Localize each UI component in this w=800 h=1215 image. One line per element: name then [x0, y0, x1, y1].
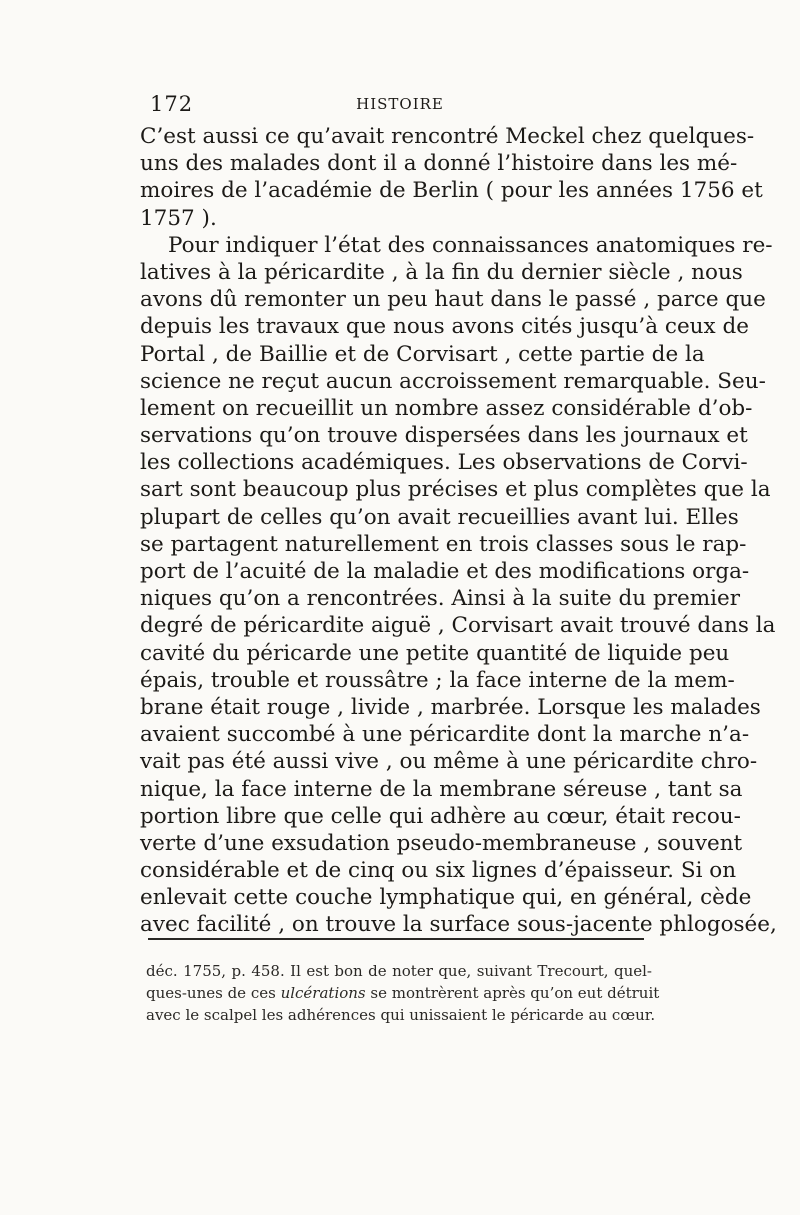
- text-line: brane était rouge , livide , marbrée. Lorsque les malades: [140, 694, 761, 720]
- footnote-text: ques-unes de ces: [146, 984, 281, 1002]
- footnote-line: déc. 1755, p. 458. Il est bon de noter que, suivant Trecourt, quel-: [146, 962, 652, 980]
- text-line: nique, la face interne de la membrane séreuse , tant sa: [140, 776, 743, 802]
- text-line: science ne reçut aucun accroissement remarquable. Seu-: [140, 368, 766, 394]
- text-line: verte d’une exsudation pseudo-membraneuse , souvent: [140, 830, 743, 856]
- text-line: épais, trouble et roussâtre ; la face interne de la mem-: [140, 667, 735, 693]
- footnote: [146, 960, 660, 1026]
- text-line: considérable et de cinq ou six lignes d’épaisseur. Si on: [140, 858, 737, 884]
- footnote-text: se montrèrent après qu’on eut détruit: [365, 984, 660, 1002]
- text-line: C’est aussi ce qu’avait rencontré Meckel chez quelques-: [140, 124, 755, 149]
- footnote-emphasis: ulcérations: [280, 984, 366, 1002]
- text-line: lement on recueillit un nombre assez considérable d’ob-: [140, 395, 753, 421]
- text-line: enlevait cette couche lymphatique qui, en général, cède: [140, 885, 752, 911]
- text-line: les collections académiques. Les observations de Corvi-: [140, 450, 748, 476]
- footnote-line: avec le scalpel les adhérences qui unissaient le péricarde au cœur.: [146, 1006, 656, 1024]
- footnote-line: [146, 982, 660, 1004]
- text-line: 1757 ).: [140, 205, 217, 231]
- text-line: niques qu’on a rencontrées. Ainsi à la suite du premier: [140, 586, 740, 612]
- page-header: [150, 92, 650, 122]
- text-line: avons dû remonter un peu haut dans le passé , parce que: [140, 287, 766, 313]
- body-text: [140, 123, 777, 939]
- text-line: latives à la péricardite , à la fin du dernier siècle , nous: [140, 259, 743, 285]
- text-line: uns des malades dont il a donné l’histoire dans les mé-: [140, 151, 738, 177]
- text-line: portion libre que celle qui adhère au cœur, était recou-: [140, 803, 741, 829]
- text-line: avec facilité , on trouve la surface sous-jacente phlogosée,: [140, 912, 777, 938]
- text-line: port de l’acuité de la maladie et des modifications orga-: [140, 559, 750, 584]
- text-line: se partagent naturellement en trois classes sous le rap-: [140, 531, 747, 557]
- text-line: depuis les travaux que nous avons cités jusqu’à ceux de: [140, 314, 749, 340]
- text-line: degré de péricardite aiguë , Corvisart avait trouvé dans la: [140, 613, 776, 639]
- running-head: HISTOIRE: [356, 95, 444, 113]
- page-number: 172: [150, 92, 194, 116]
- text-line: vait pas été aussi vive , ou même à une péricardite chro-: [140, 749, 758, 775]
- text-line: plupart de celles qu’on avait recueillies avant lui. Elles: [140, 504, 739, 530]
- text-line: cavité du péricarde une petite quantité de liquide peu: [140, 640, 730, 666]
- footnote-rule: [148, 938, 644, 940]
- text-line: Pour indiquer l’état des connaissances anatomiques re-: [168, 232, 773, 258]
- text-line: sart sont beaucoup plus précises et plus complètes que la: [140, 477, 771, 503]
- text-line: avaient succombé à une péricardite dont la marche n’a-: [140, 722, 750, 748]
- text-line: servations qu’on trouve dispersées dans les journaux et: [140, 423, 748, 449]
- text-line: moires de l’académie de Berlin ( pour les années 1756 et: [140, 178, 763, 204]
- text-line: Portal , de Baillie et de Corvisart , cette partie de la: [140, 341, 705, 367]
